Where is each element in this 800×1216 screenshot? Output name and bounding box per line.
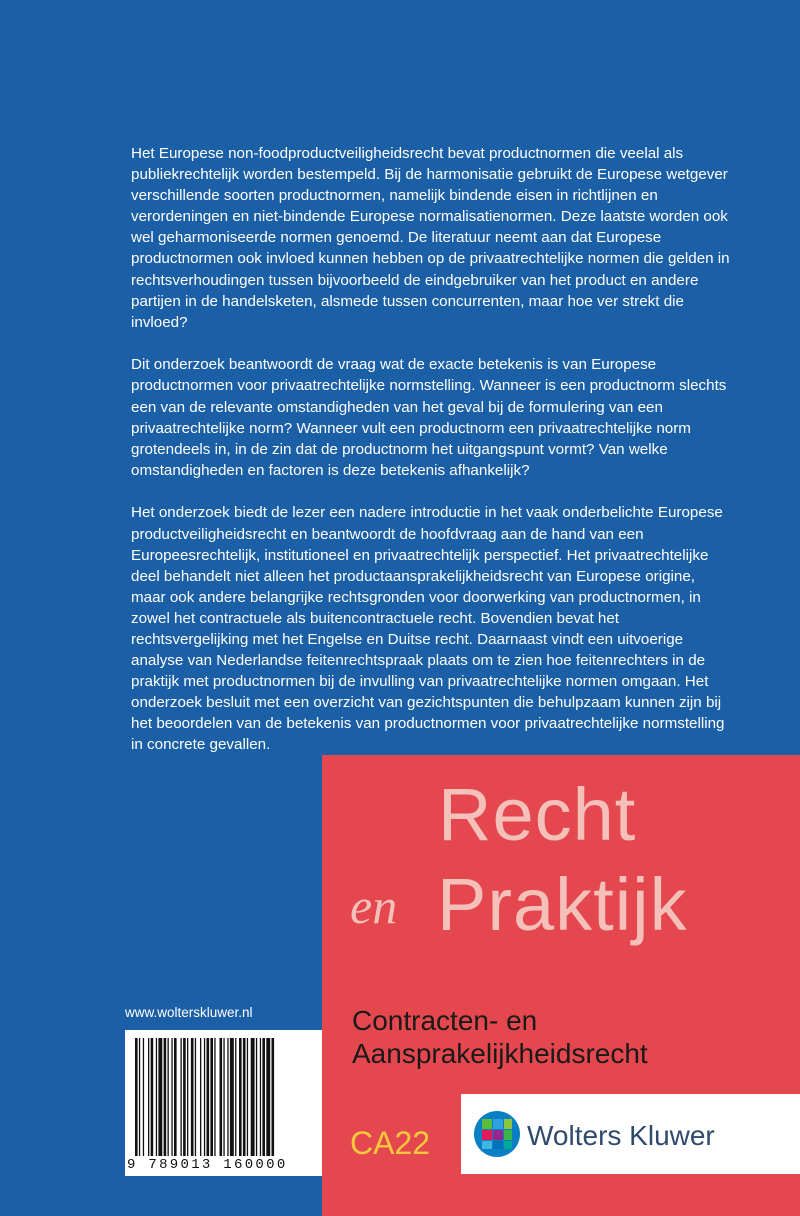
series-title-recht: Recht xyxy=(438,773,637,856)
barcode-bar xyxy=(243,1038,246,1156)
blurb-paragraph-2: Dit onderzoek beantwoordt de vraag wat de exacte betekenis is van Europese productnormen voor privaatrechtelijke normstelling. Wanneer is een productnorm slechts een van de relevante omstandigheden van het geval bij de formulering van een privaatrechtelijke norm? Wanneer vult een productnorm een privaatrechtelijke norm grotendeels in, in de zin dat de productnorm het uitgangspunt vormt? Van welke omstandigheden en factoren is deze betekenis afhankelijk? xyxy=(131,356,727,479)
barcode-bar xyxy=(191,1038,194,1156)
blurb-text xyxy=(131,143,731,777)
publisher-name: Wolters Kluwer xyxy=(527,1120,715,1151)
barcode-bar xyxy=(260,1038,261,1156)
barcode xyxy=(125,1030,322,1176)
series-code: CA22 xyxy=(350,1125,431,1161)
barcode-bar xyxy=(235,1038,236,1156)
subtitle-line-2: Aansprakelijkheidsrecht xyxy=(352,1038,648,1069)
barcode-bar xyxy=(262,1038,265,1156)
series-title-en: en xyxy=(350,878,398,934)
barcode-bar xyxy=(210,1038,213,1156)
barcode-bar xyxy=(181,1038,182,1156)
barcode-bar xyxy=(204,1038,205,1156)
publisher-url: www.wolterskluwer.nl xyxy=(125,1005,253,1020)
barcode-bar xyxy=(158,1038,162,1156)
barcode-icon xyxy=(125,1030,322,1176)
blurb-paragraph-3: Het onderzoek biedt de lezer een nadere introductie in het vaak onderbelichte Europese productveiligheidsrecht en beantwoordt de hoofdvraag aan de hand van een Europeesrechtelijk, institutioneel en privaatrechtelijk perspectief. Het privaatrechtelijke deel behandelt niet alleen het productaansprakelijkheidsrecht van Europese origine, maar ook andere belangrijke rechtsgronden voor doorwerking van productnormen, in zowel het contractuele als buitencontractuele recht. Bovendien bevat het rechtsvergelijking met het Engelse en Duitse recht. Daarnaast vindt een uitvoerige analyse van Nederlandse feitenrechtspraak plaats om te zien hoe feitenrechters in de praktijk met productnormen bij de invulling van privaatrechtelijke normen omgaan. Het onderzoek besluit met een overzicht van gezichtspunten die behulpzaam kunnen zijn bij het beoordelen van de betekenis van productnormen voor privaatrechtelijke normstelling in concrete gevallen. xyxy=(131,504,725,754)
barcode-bar xyxy=(174,1038,177,1156)
barcode-bar xyxy=(187,1038,188,1156)
barcode-bar xyxy=(220,1038,223,1156)
barcode-bar xyxy=(230,1038,234,1156)
barcode-bar xyxy=(266,1038,270,1156)
barcode-bar xyxy=(223,1038,224,1156)
blurb-paragraph-1: Het Europese non-foodproductveiligheidsrecht bevat productnormen die veelal als publiekrechtelijk worden bestempeld. Bij de harmonisatie gebruikt de Europese wetgever verschillende soorten productnormen, namelijk bindende eisen in richtlijnen en verordeningen en niet-bindende Europese normalisatienormen. Deze laatste worden ook wel geharmoniseerde normen genoemd. De literatuur neemt aan dat Europese productnormen ook invloed kunnen hebben op de privaatrechtelijke normen die gelden in rechtsverhoudingen tussen bijvoorbeeld de eindgebruiker van het product en andere partijen in de handelsketen, alsmede tussen concurrenten, maar hoe ver strekt die invloed? xyxy=(131,145,730,331)
isbn-number: 9 789013 160000 xyxy=(127,1157,288,1173)
barcode-bar xyxy=(256,1038,257,1156)
barcode-bar xyxy=(164,1038,167,1156)
barcode-bar xyxy=(151,1038,154,1156)
barcode-bar xyxy=(168,1038,169,1156)
barcode-bar xyxy=(272,1038,275,1156)
barcode-bar xyxy=(227,1038,228,1156)
barcode-bar xyxy=(156,1038,157,1156)
barcode-bar xyxy=(214,1038,215,1156)
barcode-bar xyxy=(143,1038,144,1156)
subtitle-line-1: Contracten- en xyxy=(352,1005,538,1036)
barcode-bar xyxy=(207,1038,210,1156)
barcode-bar xyxy=(183,1038,186,1156)
barcode-bar xyxy=(139,1038,140,1156)
barcode-bar xyxy=(171,1038,172,1156)
wolters-kluwer-globe-icon xyxy=(473,1110,521,1158)
barcode-bar xyxy=(195,1038,196,1156)
series-title-praktijk: Praktijk xyxy=(437,863,688,946)
barcode-bar xyxy=(135,1038,138,1156)
barcode-bar xyxy=(148,1038,149,1156)
barcode-bar xyxy=(247,1038,248,1156)
barcode-bar xyxy=(200,1038,201,1156)
barcode-bar xyxy=(239,1038,242,1156)
barcode-bar xyxy=(251,1038,255,1156)
